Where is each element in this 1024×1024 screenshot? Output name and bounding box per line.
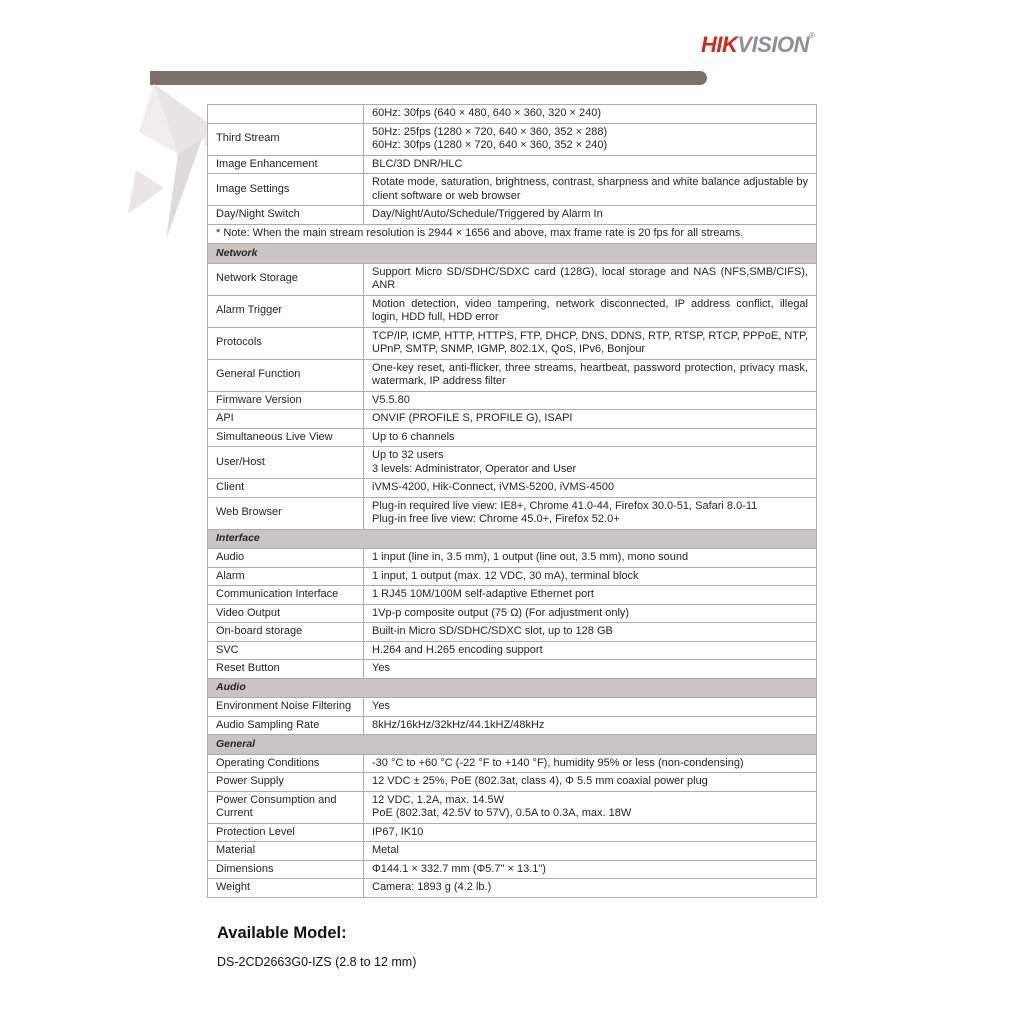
hikvision-logo — [701, 31, 815, 58]
spec-label: API — [208, 410, 364, 428]
table-row — [208, 623, 816, 642]
section-header-row — [208, 679, 816, 699]
spec-value-line: 1Vp-p composite output (75 Ω) (For adjustment only) — [372, 606, 630, 619]
section-header-row — [208, 735, 816, 755]
spec-value-line: H.264 and H.265 encoding support — [372, 643, 543, 656]
note-text: * Note: When the main stream resolution is 2944 × 1656 and above, max frame rate is 20 fps for all streams. — [216, 227, 744, 239]
spec-value-line: 1 input (line in, 3.5 mm), 1 output (line out, 3.5 mm), mono sound — [372, 551, 689, 563]
spec-value — [364, 264, 816, 295]
spec-label: Simultaneous Live View — [208, 429, 364, 447]
available-model-heading: Available Model: — [217, 924, 347, 942]
spec-label: Image Settings — [208, 174, 364, 205]
table-row — [208, 861, 816, 880]
table-row — [208, 296, 816, 328]
spec-label: Weight — [208, 879, 364, 897]
table-row — [208, 842, 816, 861]
spec-label: Protection Level — [208, 824, 364, 842]
spec-value — [364, 447, 816, 478]
section-header-row — [208, 244, 816, 264]
spec-label: General Function — [208, 360, 364, 391]
spec-value — [364, 773, 816, 791]
spec-value-line: TCP/IP, ICMP, HTTP, HTTPS, FTP, DHCP, DNS, DDNS, RTP, RTSP, RTCP, PPPoE, NTP, UPnP, SMTP, SNMP, IGMP, 802.1X, QoS, IPv6, Bonjour — [372, 329, 808, 355]
spec-value — [364, 296, 816, 327]
spec-value-line: V5.5.80 — [372, 393, 410, 406]
spec-value-line: 8kHz/16kHz/32kHz/44.1kHZ/48kHz — [372, 718, 545, 731]
spec-value-line: iVMS-4200, Hik-Connect, iVMS-5200, iVMS-4500 — [372, 481, 615, 493]
spec-value — [364, 479, 816, 497]
table-row — [208, 824, 816, 843]
table-row — [208, 773, 816, 792]
spec-value-line: Plug-in required live view: IE8+, Chrome 41.0-44, Firefox 30.0-51, Safari 8.0-11 — [372, 499, 758, 512]
spec-value-line: 12 VDC, 1.2A, max. 14.5W — [372, 793, 505, 806]
spec-label: User/Host — [208, 447, 364, 478]
table-row — [208, 447, 816, 479]
spec-label: Network Storage — [208, 264, 364, 295]
spec-value-line: PoE (802.3at, 42.5V to 57V), 0.5A to 0.3A, max. 18W — [372, 807, 632, 819]
spec-value — [364, 568, 816, 586]
spec-value-line: Yes — [372, 700, 390, 712]
spec-value — [364, 879, 816, 897]
spec-label: Operating Conditions — [208, 755, 364, 773]
table-row — [208, 360, 816, 392]
spec-label: Audio Sampling Rate — [208, 717, 364, 735]
table-row — [208, 206, 816, 225]
spec-value-line: 60Hz: 30fps (640 × 480, 640 × 360, 320 × 240) — [372, 107, 602, 119]
spec-label: Environment Noise Filtering — [208, 698, 364, 716]
table-row — [208, 124, 816, 156]
spec-table — [207, 104, 817, 898]
section-label: General — [216, 737, 256, 750]
spec-label: Web Browser — [208, 498, 364, 529]
table-row — [208, 660, 816, 679]
spec-value — [364, 605, 816, 623]
spec-value-line: One-key reset, anti-flicker, three streams, heartbeat, password protection, privacy mask, watermark, IP address filter — [372, 361, 808, 387]
table-row — [208, 568, 816, 587]
spec-value — [364, 698, 816, 716]
spec-value — [364, 410, 816, 428]
spec-value — [364, 824, 816, 842]
spec-value — [364, 755, 816, 773]
spec-label: Alarm — [208, 568, 364, 586]
table-row — [208, 174, 816, 206]
spec-label: Audio — [208, 549, 364, 567]
spec-label: Video Output — [208, 605, 364, 623]
spec-label: Power Supply — [208, 773, 364, 791]
table-row — [208, 549, 816, 568]
spec-value — [364, 842, 816, 860]
table-row — [208, 717, 816, 736]
table-row — [208, 429, 816, 448]
spec-label: Reset Button — [208, 660, 364, 678]
spec-value — [364, 105, 816, 123]
spec-label: Protocols — [208, 328, 364, 359]
spec-value — [364, 586, 816, 604]
spec-label — [208, 105, 364, 123]
spec-value — [364, 392, 816, 410]
spec-value — [364, 660, 816, 678]
table-note-row — [208, 225, 816, 245]
spec-value-line: Up to 32 users — [372, 449, 444, 461]
spec-label: On-board storage — [208, 623, 364, 641]
spec-label: Communication Interface — [208, 586, 364, 604]
spec-value — [364, 549, 816, 567]
logo-vision-text: VISION — [737, 32, 809, 57]
spec-value-line: 12 VDC ± 25%, PoE (802.3at, class 4), Φ 5.5 mm coaxial power plug — [372, 775, 708, 787]
table-row — [208, 879, 816, 898]
table-row — [208, 479, 816, 498]
spec-value-line: Built-in Micro SD/SDHC/SDXC slot, up to 128 GB — [372, 625, 613, 637]
spec-value-line: 50Hz: 25fps (1280 × 720, 640 × 360, 352 × 288) — [372, 125, 608, 138]
spec-label: Firmware Version — [208, 392, 364, 410]
logo-hik-text: HIK — [701, 32, 738, 57]
spec-value — [364, 429, 816, 447]
table-row — [208, 392, 816, 411]
spec-value — [364, 124, 816, 155]
spec-label: Client — [208, 479, 364, 497]
spec-value — [364, 623, 816, 641]
spec-value-line: 60Hz: 30fps (1280 × 720, 640 × 360, 352 × 240) — [372, 139, 608, 151]
spec-value — [364, 174, 816, 205]
spec-value — [364, 498, 816, 529]
table-row — [208, 698, 816, 717]
spec-label: Day/Night Switch — [208, 206, 364, 224]
table-row — [208, 328, 816, 360]
available-model-value: DS-2CD2663G0-IZS (2.8 to 12 mm) — [217, 955, 417, 969]
spec-value-line: Motion detection, video tampering, network disconnected, IP address conflict, illegal login, HDD full, HDD error — [372, 297, 808, 323]
spec-value-line: Plug-in free live view: Chrome 45.0+, Firefox 52.0+ — [372, 513, 620, 525]
spec-value-line: 1 RJ45 10M/100M self-adaptive Ethernet port — [372, 588, 594, 600]
table-row — [208, 586, 816, 605]
table-row — [208, 105, 816, 124]
spec-value-line: Rotate mode, saturation, brightness, contrast, sharpness and white balance adjustable by client software or web browser — [372, 176, 808, 202]
section-label: Network — [216, 246, 258, 259]
spec-value-line: Yes — [372, 662, 390, 674]
table-row — [208, 642, 816, 661]
spec-value — [364, 206, 816, 224]
spec-label: SVC — [208, 642, 364, 660]
spec-label: Third Stream — [208, 124, 364, 155]
table-row — [208, 792, 816, 824]
spec-value — [364, 642, 816, 660]
registered-trademark-icon: ® — [808, 31, 815, 40]
spec-value-line: Camera: 1893 g (4.2 lb.) — [372, 881, 492, 893]
table-row — [208, 156, 816, 175]
spec-value — [364, 792, 816, 823]
section-header-row — [208, 530, 816, 550]
table-row — [208, 410, 816, 429]
spec-value — [364, 328, 816, 359]
spec-label: Image Enhancement — [208, 156, 364, 174]
spec-value-line: Metal — [372, 844, 399, 856]
spec-value-line: 3 levels: Administrator, Operator and User — [372, 462, 577, 475]
spec-value-line: Up to 6 channels — [372, 430, 455, 443]
spec-value-line: Φ144.1 × 332.7 mm (Φ5.7" × 13.1") — [372, 862, 546, 875]
spec-label: Material — [208, 842, 364, 860]
spec-value — [364, 717, 816, 735]
spec-label: Alarm Trigger — [208, 296, 364, 327]
spec-label: Dimensions — [208, 861, 364, 879]
spec-value-line: Day/Night/Auto/Schedule/Triggered by Alarm In — [372, 208, 603, 220]
spec-value-line: -30 °C to +60 °C (-22 °F to +140 °F), humidity 95% or less (non-condensing) — [372, 756, 744, 769]
spec-value-line: IP67, IK10 — [372, 825, 424, 838]
spec-label: Power Consumption and Current — [208, 792, 364, 823]
spec-value-line: 1 input, 1 output (max. 12 VDC, 30 mA), terminal block — [372, 569, 639, 582]
table-row — [208, 498, 816, 530]
table-row — [208, 755, 816, 774]
spec-value-line: Support Micro SD/SDHC/SDXC card (128G), local storage and NAS (NFS,SMB/CIFS), ANR — [372, 265, 808, 291]
section-label: Interface — [216, 532, 260, 544]
spec-value-line: BLC/3D DNR/HLC — [372, 157, 463, 170]
spec-value — [364, 861, 816, 879]
spec-value — [364, 156, 816, 174]
section-label: Audio — [216, 681, 246, 693]
spec-value-line: ONVIF (PROFILE S, PROFILE G), ISAPI — [372, 412, 573, 424]
spec-value — [364, 360, 816, 391]
table-row — [208, 605, 816, 624]
table-row — [208, 264, 816, 296]
